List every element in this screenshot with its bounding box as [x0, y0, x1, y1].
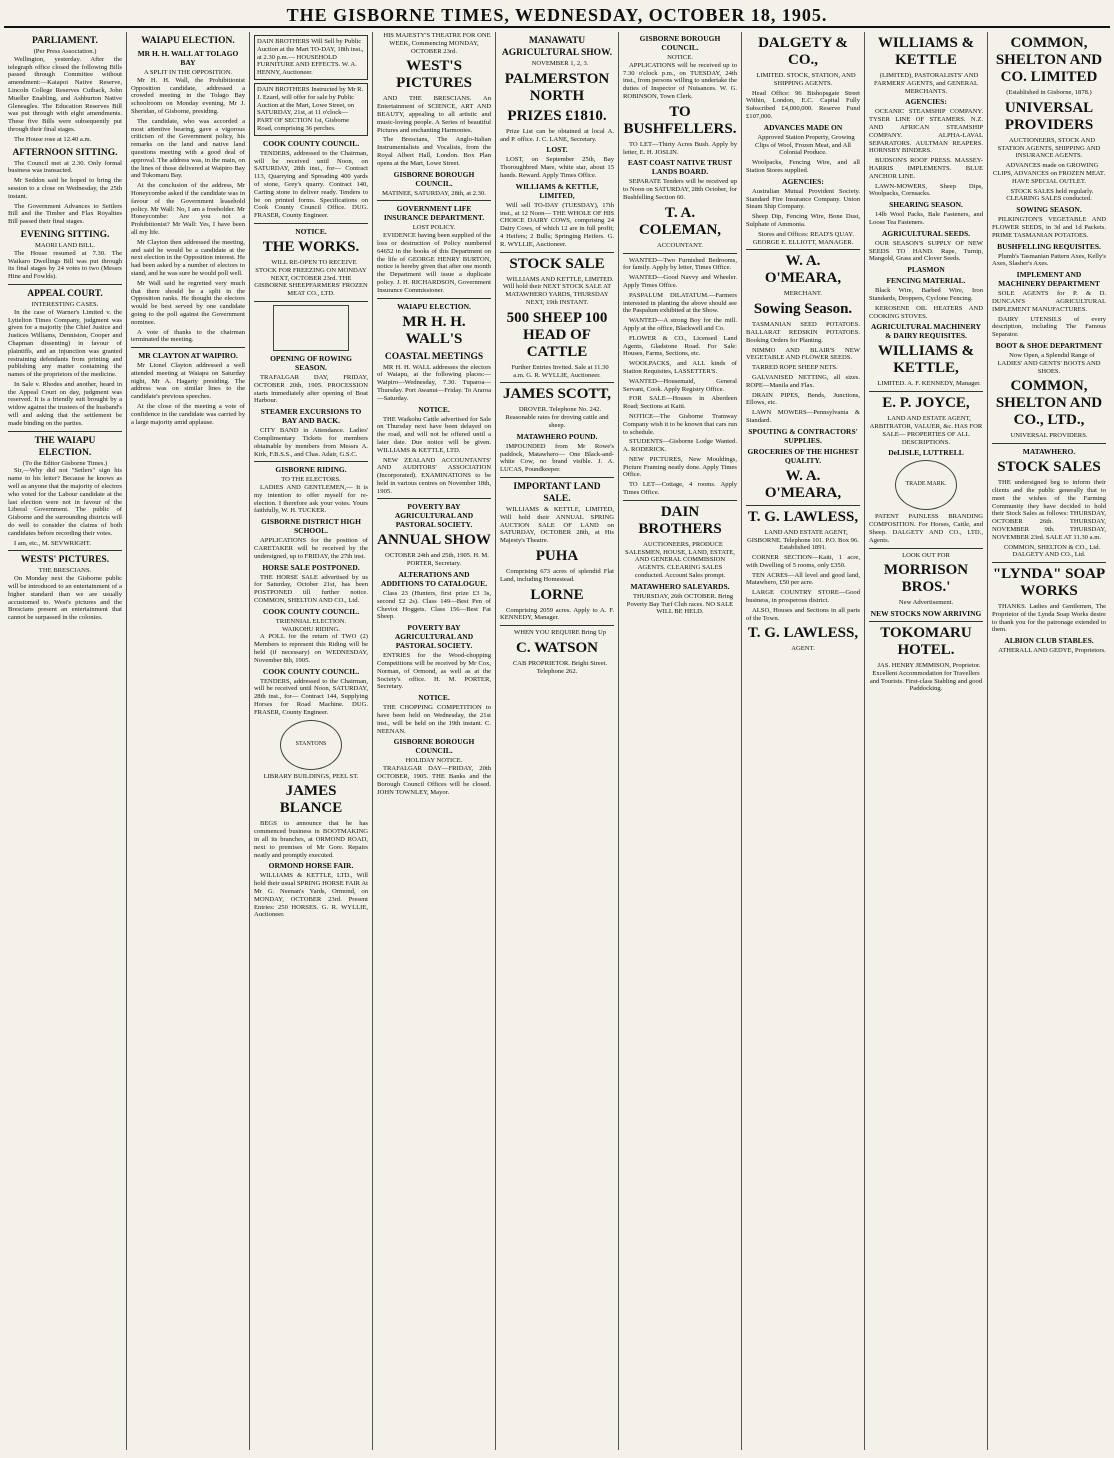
paragraph: AND THE BRESCIANS. An Entertainment of SCIENCE, ART AND BEAUTY, appealing to all artistic and music-loving people. A Series of beautiful Pictures and enchanting Harmonies. — [377, 95, 491, 134]
heading: ADVANCES MADE ON — [763, 122, 843, 132]
column-6 — [619, 32, 742, 1450]
subheading: (Per Press Association.) — [33, 48, 97, 55]
paragraph: WANTED—A strong Boy for the mill. Apply at the office, Blackwell and Co. — [623, 317, 737, 332]
paragraph: JAS. HENRY JEMMISON, Proprietor. Excellent Accommodation for Travellers and Tourists. First-class Stabling and good Paddocking. — [869, 662, 983, 693]
divider — [500, 382, 614, 383]
heading: GOVERNMENT LIFE INSURANCE DEPARTMENT. — [383, 204, 485, 223]
display-heading: W. A. O'MEARA, — [764, 467, 842, 501]
paragraph: Comprising 2059 acres. Apply to A. F. KENNEDY, Manager. — [500, 606, 614, 622]
divider — [623, 253, 737, 254]
paragraph: CITY BAND in Attendance. Ladies' Complimentary Tickets for members obtainable by members from Messrs A. Kirk, F.B.S.S., and Chas. Adair, G.S.C. — [254, 427, 368, 458]
heading: ALTERATIONS AND ADDITIONS TO CATALOGUE. — [381, 570, 487, 589]
paragraph: THE CHOPPING COMPETITION to have been held on Wednesday, the 21st inst., will be held on the 19th instant. C. NEENAN. — [377, 704, 491, 735]
advertisement: DAIN BROTHERS Instructed by Mr R. J. Ezard, will offer for sale by Public Auction at the Mart, Lowe Street, on SATURDAY, 21st, at 11 o'clock— PART OF SECTION 1st, Gisborne Road, comprising 36 perches. — [254, 83, 368, 136]
subheading: AGENT. — [791, 645, 815, 653]
paragraph: I am, etc., M. SEVWRIGHT. — [14, 539, 91, 547]
divider — [746, 505, 860, 506]
paragraph: PILKINGTON'S VEGETABLE AND FLOWER SEEDS, in 3d and 1d Packets. PRIME TASMANIAN POTATOES. — [992, 216, 1106, 239]
heading: NOTICE. — [418, 693, 450, 703]
paragraph: DRAIN PIPES, Bends, Junctions, Ellows, etc. — [746, 391, 860, 407]
display-heading: LORNE — [530, 586, 584, 603]
heading: MANAWATU AGRICULTURAL SHOW. — [501, 36, 613, 58]
paragraph: LARGE COUNTRY STORE—Good business, in prosperous district. — [746, 589, 860, 605]
heading: GISBORNE BOROUGH COUNCIL. — [639, 34, 721, 52]
paragraph: STUDENTS—Gisborne Lodge Wanted. A. RODERICK. — [623, 438, 737, 454]
paragraph: Stores and Offices: READ'S QUAY. GEORGE E. ELLIOTT, MANAGER. — [752, 230, 854, 246]
paragraph: ADVANCES made on GROWING CLIPS, ADVANCES on FROZEN MEAT. HAVE SPECIAL OUTLET. — [992, 162, 1106, 185]
paragraph: Prize List can be obtained at local A. and P. office. J. C. LANE, Secretary. — [500, 127, 614, 143]
paragraph: GALVANISED NETTING, all sizes. ROPE—Manila and Flax. — [746, 373, 860, 389]
divider — [869, 391, 983, 392]
stantons-logo: STANTONS — [280, 720, 342, 770]
paragraph: COMMON, SHELTON & CO., Ltd. DALGETY AND CO., Ltd. — [1003, 543, 1101, 559]
heading: GISBORNE BOROUGH COUNCIL. — [393, 737, 475, 756]
paragraph: TENDERS, addressed to the Chairman, will be received until Noon, SATURDAY, 28th inst., for— Contract 144, Supplying Horses for Road Machine. DUG. FRASER, County Engineer. — [254, 677, 368, 716]
paragraph: The House rose at 12.40 a.m. — [14, 135, 92, 143]
heading: AFTERNOON SITTING. — [12, 147, 118, 158]
paragraph: SEPARATE Tenders will be received up to Noon on SATURDAY, 28th October, for Bushfelling Section 60. — [623, 178, 737, 201]
divider — [377, 200, 491, 201]
column-5 — [496, 32, 619, 1450]
display-heading: JAMES SCOTT, — [502, 386, 612, 403]
heading: BUSHFELLING REQUISITES. — [997, 241, 1101, 251]
paragraph: LAND AND ESTATE AGENT, ARBITRATOR, VALUER, &c. HAS FOR SALE— PROPERTIES OF ALL DESCRIPTIONS. — [869, 415, 983, 446]
paragraph: MR H. H. WALL addresses the electors of Waiapu, at the following places:— Waipiro—Wednesday, 7.30. Tuparoa—Thursday. Port Awanui—Friday. To Araroa—Saturday. — [377, 363, 491, 402]
display-heading: COMMON, SHELTON AND CO. LIMITED — [995, 35, 1103, 85]
heading: WILLIAMS & KETTLE, LIMITED, — [515, 181, 599, 200]
subheading: TRIENNIAL ELECTION. — [275, 617, 347, 625]
paragraph: ALSO, Houses and Sections in all parts of the Town. — [746, 606, 860, 622]
display-heading: C. WATSON — [516, 639, 598, 656]
paragraph: APPLICATIONS for the position of CARETAKER will be received by the undersigned, up to FRIDAY, the 27th inst. — [254, 537, 368, 560]
divider — [869, 548, 983, 549]
subheading: LOST POLICY. — [412, 224, 456, 232]
display-heading: "LYNDA" SOAP WORKS — [992, 566, 1106, 600]
heading: ALBION CLUB STABLES. — [1004, 636, 1094, 646]
heading: IMPORTANT LAND SALE. — [513, 481, 601, 504]
subheading: MR H. H. WALL AT TOLAGO BAY — [137, 49, 239, 67]
display-heading: TO BUSHFELLERS. — [623, 103, 737, 137]
subheading: (To the Editor Gisborne Times.) — [22, 459, 108, 467]
divider — [500, 252, 614, 253]
heading: SPOUTING & CONTRACTORS' SUPPLIES. — [748, 426, 858, 445]
paragraph: NEW ZEALAND ACCOUNTANTS' AND AUDITORS' ASSOCIATION (Incorporated). EXAMINATIONS to be held in various centres on November 18th, 1905. — [377, 456, 491, 495]
divider — [131, 347, 245, 348]
subheading: UNIVERSAL PROVIDERS. — [1010, 432, 1088, 440]
paragraph: IMPOUNDED from Mr Rowe's paddock, Matawhero— One Black-and-white Cow, no brand visible. J. A. LUCAS, Poundkeeper. — [500, 442, 614, 474]
paragraph: A vote of thanks to the chairman terminated the meeting. — [131, 328, 245, 344]
heading: COOK COUNTY COUNCIL. — [262, 606, 360, 616]
heading — [869, 448, 983, 457]
heading: MATAWHERO POUND. — [516, 431, 598, 441]
paragraph: WILLIAMS & KETTLE, LTD., Will hold their usual SPRING HORSE FAIR At Mr G. Neenan's Yards, Ormond, on MONDAY, OCTOBER 23rd. Present Entries: 250 HORSES. G. R. WYLLIE, Auctioneer. — [254, 872, 368, 919]
divider — [377, 298, 491, 299]
heading: LOST. — [546, 145, 568, 155]
paragraph: DROVER. Telephone No. 242. Reasonable rates for droving cattle and sheep. — [505, 406, 609, 429]
subheading: NOTICE. — [667, 54, 693, 61]
paragraph: TRAFALGAR DAY, FRIDAY, OCTOBER 20th, 1905. PROCESSION starts immediately after opening of Boat Harbour. — [254, 373, 368, 405]
paragraph: WANTED—Housemaid, General Servant, Cook. Apply Registry Office. — [623, 377, 737, 393]
heading: POVERTY BAY AGRICULTURAL AND PASTORAL SOCIETY. — [394, 502, 474, 530]
paragraph: At the close of the meeting a vote of confidence in the candidate was carried by a large majority amid applause. — [131, 403, 245, 426]
paragraph: The candidate, who was accorded a most attentive hearing, gave a vigorous criticism of the Government policy, his remarks on the land and native land questions meeting with a good deal of approval. The address was, in the main, on the lines of those delivered at Waipiro Bay and Tokomaru Bay. — [131, 117, 245, 180]
heading: GROCERIES OF THE HIGHEST QUALITY. — [747, 446, 859, 465]
column-7 — [742, 32, 865, 1450]
heading: IMPLEMENT AND MACHINERY DEPARTMENT — [998, 270, 1100, 289]
trade-mark-logo: TRADE MARK. — [895, 460, 957, 510]
heading: EAST COAST NATIVE TRUST LANDS BOARD. — [627, 158, 733, 177]
heading: PARLIAMENT. — [32, 36, 98, 46]
display-heading: W. A. O'MEARA, — [764, 253, 842, 287]
paragraph: TASMANIAN SEED POTATOES. BALLARAT REDSKIN POTATOES. Booking Orders for Planting. — [746, 321, 860, 344]
paragraph: Class 23 (Hunters, first prize £3 3s, second £2 2s). Class 149—Best Pen of Cheviot Hoggets. Class 156—Best Fat Sheep. — [377, 590, 491, 621]
paragraph: On Monday next the Gisborne public will be introduced to an entertainment of a higher standard than we are usually accustomed to. West's pictures and the Brescians present an entertainment that cannot be surpassed in the colonies. — [8, 575, 122, 622]
divider — [8, 284, 122, 285]
paragraph: THURSDAY, 26th OCTOBER. Bring Poverty Bay Turf Club races. NO SALE WILL BE HELD. — [626, 592, 734, 616]
divider — [500, 625, 614, 626]
heading: MATAWHERO SALEYARDS. — [630, 581, 730, 591]
paragraph: BUDSON'S ROOF PRESS. MASSEY-HARRIS IMPLEMENTS. BLUE ANCHOR LINE. — [869, 157, 983, 180]
heading: STEAMER EXCURSIONS TO BAY AND BACK. — [260, 407, 362, 426]
paragraph: WILLIAMS AND KETTLE, LIMITED. Will hold their NEXT STOCK SALE AT MATAWHERO YARDS, THURSDAY NEXT, 19th INSTANT. — [502, 275, 614, 306]
heading: HORSE SALE POSTPONED. — [262, 562, 360, 572]
paragraph: FLOWER & CO., Licensed Land Agents, Gladstone Road. For Sale: Houses, Farms, Sections, etc. — [623, 334, 737, 358]
display-heading: PRIZES £1810. — [507, 107, 607, 124]
display-heading: UNIVERSAL PROVIDERS — [1004, 99, 1094, 133]
heading: FENCING MATERIAL. — [886, 276, 966, 286]
heading: AGRICULTURAL MACHINERY & DAIRY REQUISITES. — [870, 322, 982, 341]
display-heading: PUHA — [535, 547, 579, 564]
paragraph: WOOLPACKS, and ALL kinds of Station Requisites, LASSETTER'S. — [623, 360, 737, 375]
paragraph: NOVEMBER 1, 2, 3. — [531, 60, 589, 67]
paragraph: Black Wire, Barbed Wire, Iron Standards, Droppers, Cyclone Fencing. — [869, 287, 983, 302]
heading: GISBORNE BOROUGH COUNCIL. — [393, 169, 475, 188]
display-heading: THE WORKS. — [262, 238, 360, 255]
paragraph: TARRED ROPE SHEEP NETS. — [752, 364, 838, 372]
paragraph: SOLE AGENTS for P. & D. DUNCAN'S AGRICULTURAL IMPLEMENT MANUFACTURES. — [992, 290, 1106, 313]
paragraph: The Government Advances to Settlers Bill and the Timber and Flax Royalties Bill passed their final stages. — [8, 202, 122, 226]
display-heading: DALGETY & CO., — [758, 35, 848, 68]
display-heading: TOKOMARU HOTEL. — [880, 625, 972, 659]
paragraph: TEN ACRES—All level and good land, Matawhero, £50 per acre. — [746, 571, 860, 587]
subheading: THE BRESCIANS. — [38, 567, 92, 575]
paragraph: Now Open, a Splendid Range of LADIES' AND GENTS' BOOTS AND SHOES. — [997, 351, 1101, 375]
paragraph: APPLICATIONS will be received up to 7.30 o'clock p.m., on TUESDAY, 24th inst., from persons willing to undertake the duties of Inspector of Nuisances. W. G. ROBINSON, Town Clerk. — [623, 61, 737, 100]
brand-name: DeLISLE, — [888, 448, 921, 458]
paragraph: THE undersigned beg to inform their clients and the public generally that to meet the wishes of the Farming Community they have decided to hold their Stock Sales as follows: THURSDAY, OCTOBER 26th. THURSDAY, NOVEMBER 9th. THURSDAY, NOVEMBER 23rd. SALE AT 11.30 a.m. — [992, 479, 1106, 541]
divider — [254, 301, 368, 302]
paragraph: LAND AND ESTATE AGENT, GISBORNE. Telephone 101. P.O. Box 96. Established 1891. — [747, 528, 859, 552]
paragraph: EVIDENCE having been supplied of the loss or destruction of Policy numbered 64652 in the books of this Department on the life of GEORGE HENRY BURTON, notice is hereby given that after one month the Department will issue a duplicate policy. J. H. RICHARDSON, Government Insurance Commissioner. — [377, 232, 491, 294]
heading: NOTICE. — [295, 226, 327, 236]
paragraph: CORNER SECTION—Kaiti, 1 acre, with Dwelling of 5 rooms, only £350. — [746, 554, 860, 569]
display-heading: STOCK SALES — [997, 459, 1101, 476]
paragraph: NIMMO AND BLAIR'S NEW VEGETABLE AND FLOWER SEEDS. — [746, 346, 860, 362]
advertisement: DAIN BROTHERS Will Sell by Public Auction at the Mart TO-DAY, 18th inst., at 2.30 p.m.— HOUSEHOLD FURNITURE AND EFFECTS. W. A. HENNY, Auctioneer. — [254, 35, 368, 80]
display-heading: ANNUAL SHOW — [377, 532, 491, 549]
display-heading: MORRISON BROS.' — [883, 562, 969, 596]
columns — [4, 32, 1110, 1450]
paragraph: The Council met at 2.30. Only formal business was transacted. — [8, 159, 122, 175]
paragraph: Mr Wall said he regretted very much that there should be a split in the Opposition ranks. He thought the electors would be best served by one candidate going to the poll against the Government nominee. — [131, 279, 245, 326]
rowing-illustration — [273, 305, 349, 351]
paragraph: The Brescians, The Anglo-Italian Instrumentalists and Vocalists, from the Royal Albert Hall, London. Box Plan opens at the Mart, Lowe Street. — [377, 136, 491, 167]
subheading: LIBRARY BUILDINGS, PEEL ST. — [263, 772, 359, 780]
heading: NEW STOCKS NOW ARRIVING — [870, 609, 982, 619]
paragraph: 14lb Wool Packs, Bale Fasteners, and Loose Tea Fasteners. — [869, 211, 983, 226]
paragraph: Approved Station Property, Growing Clips of Wool, Frozen Meat, and All Colonial Produce. — [754, 133, 855, 157]
paragraph: LIMITED. A. F. KENNEDY, Manager. — [877, 380, 981, 388]
paragraph: AUCTIONEERS, PRODUCE SALESMEN, HOUSE, LAND, ESTATE, AND GENERAL COMMISSION AGENTS. CLEARING SALES conducted. Account Sales prompt. — [625, 540, 735, 580]
heading: EVENING SITTING. — [20, 229, 110, 240]
divider — [623, 500, 737, 501]
subheading: (Established in Gisborne, 1878.) — [1006, 89, 1092, 96]
column-3 — [250, 32, 373, 1450]
heading: GISBORNE RIDING. — [275, 465, 347, 475]
heading: NOTICE. — [418, 404, 450, 414]
paragraph: Australian Mutual Provident Society. Standard Fire Insurance Company. Union Steam Ship Company. — [746, 187, 860, 211]
heading: BOOT & SHOE DEPARTMENT — [995, 340, 1103, 350]
paragraph: TENDERS, addressed to the Chairman, will be received until Noon, on SATURDAY, 28th inst., for— Contract 113, Quarrying and Spreading 400 yards of stone, Grey's quarry. Contract 140, Carting stone to deliver ready. Tenders to be on printed forms. Specifications on Cook County Council Office. DUG. FRASER, County Engineer. — [254, 149, 368, 220]
paragraph: FOR SALE—Houses in Aberdeen Road; Sections at Kaiti. — [623, 395, 737, 411]
paragraph: KEROSENE OIL HEATERS AND COOKING STOVES. — [869, 304, 983, 320]
heading: WAIAPU ELECTION. — [397, 301, 471, 311]
display-heading: JAMES BLANCE — [279, 783, 343, 817]
paragraph: WILLIAMS & KETTLE, LIMITED, Will hold their ANNUAL SPRING AUCTION SALE OF LAND on SATURDAY, OCTOBER 28th, at His Majesty's Theatre. — [500, 505, 614, 545]
subheading: MAORI LAND BILL. — [35, 241, 95, 249]
display-heading: E. P. JOYCE, — [882, 395, 970, 412]
paragraph: ENTRIES for the Wood-chopping Competitions will be received by Mr Cox, Norman, of Ormond, as well as at the Society's office. H. M. PORTER, Secretary. — [377, 652, 491, 691]
heading: WESTS' PICTURES. — [20, 555, 110, 566]
heading: COOK COUNTY COUNCIL. — [262, 138, 360, 148]
paragraph: LAWN MOWERS—Pennsylvania & Standard. — [746, 409, 860, 424]
paragraph: HIS MAJESTY'S THEATRE FOR ONE WEEK, Commencing MONDAY, OCTOBER 23rd. — [383, 32, 491, 55]
subheading: MR CLAYTON AT WAIPIRO. — [138, 351, 238, 361]
paragraph: DAIRY UTENSILS of every description, including The Famous Separator. — [992, 315, 1106, 339]
paragraph: LADIES AND GENTLEMEN,— It is my intention to offer myself for re-election. I therefore ask your votes. Yours faithfully, W. H. TUCKER. — [254, 484, 368, 515]
heading: AGRICULTURAL SEEDS. — [881, 228, 971, 238]
paragraph: In the case of Warner's Limited v. the Lyttelton Times Company, judgment was given for a majority (the Chief Justice and Justices Williams, Denniston, Cooper and Chapman dissenting) in favour of plaintiffs, and an injunction was granted restraining defendants from printing and publishing any matter containing the names of the proprietors of the medicine. — [8, 308, 122, 379]
divider — [992, 562, 1106, 563]
display-heading: T. G. LAWLESS, — [747, 508, 859, 525]
paragraph: WHEN YOU REQUIRE Bring Up — [513, 629, 607, 637]
paragraph: Mr Lionel Clayton addressed a well attended meeting at Waiapu on Saturday night, Mr A. Hagarty presiding. The address was on similar lines to the candidate's previous speeches. — [131, 362, 245, 401]
display-heading: COMMON, SHELTON AND CO., LTD., — [995, 378, 1103, 429]
paragraph: (LIMITED), PASTORALISTS' AND FARMERS' AGENTS, and GENERAL MERCHANTS. — [873, 72, 979, 95]
paragraph: Comprising 673 acres of splendid Flat Land, including Homestead. — [500, 567, 614, 583]
paragraph: A POLL for the return of TWO (2) Members to represent this Riding will be held (if necessary) on WEDNESDAY, November 8th, 1905. — [254, 633, 368, 664]
subheading: WAIKOHU RIDING. — [282, 625, 340, 633]
column-9 — [988, 32, 1110, 1450]
display-heading: WEST'S PICTURES — [396, 58, 472, 92]
subheading: MERCHANT. — [783, 290, 823, 298]
paragraph: PATENT PAINLESS BRANDING COMPOSITION. For Horses, Cattle, and Sheep. DALGETY AND CO., LTD., Agents. — [869, 513, 983, 544]
subheading: HOLIDAY NOTICE. — [405, 757, 463, 765]
paragraph: Sir,—Why did not "Setlers" sign his name to his letter? Because he knows as well as anyone that the majority of electors who voted for the Labour candidate at the last election were not in favour of the Liberal Government. The public of Gisborne and the surrounding districts will do well to consider the claims of both candidates before recording their votes. — [8, 467, 122, 537]
column-8 — [865, 32, 988, 1450]
divider — [746, 249, 860, 250]
heading: WAIAPU ELECTION. — [141, 36, 235, 46]
paragraph: THE HORSE SALE advertised by us for Saturday, October 21st, has been POSTPONED till further notice. COMMON, SHELTON AND CO., Ltd. — [254, 573, 368, 605]
paragraph: OUR SEASON'S SUPPLY OF NEW SEEDS TO HAND. Rape, Turnip, Mangold, Grass and Clover Seeds. — [869, 239, 983, 263]
heading: MATAWHERO. — [1022, 447, 1076, 457]
paragraph: PASPALUM DILATATUM.—Farmers interested in planting the above should see the Paspalum exhibited at the Show. — [623, 291, 737, 315]
divider — [8, 431, 122, 432]
paragraph: In Sale v. Rhodes and another, heard in the Appeal Court on day, judgment was reserved. It is a friendly suit brought by a widow against the trustees of the husband's will and asking that the settlement be made binding on the parties. — [8, 380, 122, 427]
paragraph: WILL RE-OPEN TO RECEIVE STOCK FOR FREEZING ON MONDAY NEXT, OCTOBER 23rd. THE GISBORNE SHEEPFARMERS' FROZEN MEAT CO., LTD. — [254, 258, 368, 298]
display-heading: T. A. COLEMAN, — [638, 204, 722, 238]
heading: SOWING SEASON. — [1016, 205, 1082, 215]
display-heading: WILLIAMS & KETTLE, — [877, 343, 975, 377]
subheading: LOOK OUT FOR — [902, 551, 950, 559]
heading: THE WAIAPU ELECTION. — [34, 435, 96, 458]
subheading: MATINEE, SATURDAY, 28th, at 2.30. — [382, 189, 486, 197]
brand-name: LUTTRELL — [922, 448, 964, 458]
subheading: ACCOUNTANT. — [656, 241, 704, 249]
heading: PLASMON — [907, 265, 945, 275]
paragraph: The House resumed at 7.30. The Waikaro Dwellings Bill was put through its final stages by 24 votes to two (Messrs Hine and Fowlds). — [8, 249, 122, 281]
heading: GISBORNE DISTRICT HIGH SCHOOL. — [261, 517, 361, 536]
paragraph: Mr H. H. Wall, the Prohibitionist Opposition candidate, addressed a crowded meeting in the Tolago Bay schoolroom on Monday evening, Mr J. Sheridan, of Gisborne, presiding. — [131, 76, 245, 115]
paragraph: Mr Seddon said he hoped to bring the session to a close on Wednesday, the 25th instant. — [8, 177, 122, 200]
subheading: INTERESTING CASES. — [31, 300, 99, 308]
paragraph: Head Office: 96 Bishopsgate Street Within, London, E.C. Capital Fully Subscribed £4,000,000. Reserve Fund £107,000. — [746, 89, 860, 120]
paragraph: LOST, on September 25th, Bay Thoroughbred Mare, white star, about 15 hands. Reward. Apply Times Office. — [500, 156, 614, 179]
display-heading: WILLIAMS & KETTLE — [877, 35, 975, 68]
heading: COASTAL MEETINGS — [384, 351, 484, 362]
divider — [254, 223, 368, 224]
display-heading: MR H. H. WALL'S — [402, 313, 466, 347]
paragraph: NOTICE—The Gisborne Tramway Company wish it to be known that cars run to schedule. — [623, 412, 737, 436]
paragraph: Woolpacks, Fencing Wire, and all Station Stores supplied. — [746, 159, 860, 174]
heading: OPENING OF ROWING SEASON. — [270, 353, 352, 372]
paragraph: Wellington, yesterday. After the telegraph office closed the following Bills passed through Committee without amendment:—Kaiapoi Native Reserve, Lincoln College Reserves Cutback, John Mueller Enabling, and Ashburton Native Gleneagles. The Education Reserves Bill was put through with eight amendments. These five Bills were subsequently put through their final stages. — [8, 55, 122, 133]
display-heading: STOCK SALE — [509, 255, 605, 272]
subheading: New Advertisement. — [898, 599, 954, 607]
paragraph: CAB PROPRIETOR. Bright Street. Telephone 262. — [512, 659, 608, 675]
paragraph: Further Entries Invited. Sale at 11.30 a.m. G. R. WYLLIE, Auctioneer. — [511, 363, 609, 379]
divider — [869, 621, 983, 622]
divider — [254, 461, 368, 462]
paragraph: AUCTIONEERS, STOCK AND STATION AGENTS, SHIPPING AND INSURANCE AGENTS. — [997, 136, 1101, 160]
display-heading: 500 SHEEP 100 HEAD OF CATTLE — [506, 309, 608, 360]
heading: AGENCIES: — [782, 176, 824, 186]
display-heading: DAIN BROTHERS — [638, 503, 722, 537]
paragraph: TRAFALGAR DAY—FRIDAY, 20th OCTOBER, 1905. THE Banks and the Borough Council Offices will be closed. JOHN TOWNLEY, Mayor. — [377, 765, 491, 796]
divider — [992, 443, 1106, 444]
paragraph: TO LET—Thirty Acres Bush. Apply by letter, E. H. JOSLIN. — [623, 140, 737, 156]
newspaper-page — [4, 4, 1110, 1450]
paragraph: STOCK SALES held regularly. CLEARING SALES conducted. — [1006, 187, 1094, 203]
divider — [377, 498, 491, 499]
column-1 — [4, 32, 127, 1450]
paragraph: NEW PICTURES, New Mouldings, Picture Framing neatly done. Apply Times Office. — [623, 455, 737, 479]
paragraph: TO LET—Cottage, 4 rooms. Apply Times Office. — [623, 481, 737, 497]
paragraph: LAWN-MOWERS, Sheep Dips, Woolpacks, Cornsacks. — [869, 182, 983, 198]
subheading: A SPLIT IN THE OPPOSITION. — [143, 69, 233, 76]
heading: AGENCIES: — [905, 97, 947, 107]
heading: COOK COUNTY COUNCIL. — [262, 666, 360, 676]
divider — [500, 477, 614, 478]
paragraph: WANTED—Two Furnished Bedrooms, for family. Apply by letter, Times Office. — [623, 256, 737, 272]
paragraph: Sheep Dip, Fencing Wire, Bone Dust, Sulphate of Ammonia. — [746, 213, 860, 228]
paragraph: Will sell TO-DAY (TUESDAY), 17th inst., at 12 Noon— THE WHOLE OF HIS CHOICE DAIRY COWS, comprising 24 Dairy Cows, of which 12 are in full profit; 4 Heifers; 2 Bulls; Springing Heifers. G. R. WYLLIE, Auctioneer. — [500, 201, 614, 248]
paragraph: LIMITED. STOCK, STATION, AND SHIPPING AGENTS. — [756, 72, 856, 87]
display-heading: T. G. LAWLESS, — [747, 625, 859, 642]
paragraph: BEGS to announce that he has commenced business in BOOTMAKING in all its branches, at ORMOND ROAD, next to premises of Mr Gore. Repairs neatly and promptly executed. — [254, 820, 368, 859]
paragraph: WANTED—Good Navvy and Wheeler. Apply Times Office. — [623, 274, 737, 289]
heading: POVERTY BAY AGRICULTURAL AND PASTORAL SOCIETY. — [394, 623, 474, 651]
masthead: THE GISBORNE TIMES, WEDNESDAY, OCTOBER 18, 1905. — [4, 4, 1110, 28]
column-2 — [127, 32, 250, 1450]
paragraph: Mr Clayton then addressed the meeting, and said he would be a candidate at the next election in the Opposition interest. He had been asked by a number of electors to stand, and he was sure he would poll well. — [131, 238, 245, 277]
paragraph: At the conclusion of the address, Mr Honeycombe asked if the candidate was in favour of the Government leasehold policy. Mr Wall: No, I am a freeholder. Mr Honeycombe: Are you not a Prohibitionist? Mr Wall: Yes, I have been all my life. — [131, 182, 245, 236]
paragraph: THANKS. Ladies and Gentlemen, The Proprietor of the Lynda Soap Works desire to thank you for the patronage extended to them. — [992, 603, 1106, 634]
paragraph: THE Waikohu Cattle advertised for Sale on Thursday next have been delayed on the road, and will not be offered until a later date. Due notice will be given. WILLIAMS & KETTLE, LTD. — [377, 415, 491, 454]
paragraph: OCTOBER 24th and 25th, 1905. H. M. PORTER, Secretary. — [385, 552, 489, 568]
subheading: TO THE ELECTORS. — [281, 476, 341, 484]
heading: SHEARING SEASON. — [889, 200, 963, 210]
heading: APPEAL COURT. — [27, 288, 103, 299]
display-heading: PALMERSTON NORTH — [504, 70, 610, 104]
display-heading: Sowing Season. — [753, 301, 853, 318]
column-4 — [373, 32, 496, 1450]
paragraph: ATHERALL AND GEDYE, Proprietors. — [998, 647, 1106, 655]
paragraph: OCEANIC STEAMSHIP COMPANY. TYSER LINE OF STEAMERS. N.Z. AND AFRICAN STEAMSHIP COMPANY. ALPHA-LAVAL SEPARATORS. AULTMAN REAPERS. HORNSBY BINDERS. — [869, 108, 983, 155]
heading: ORMOND HORSE FAIR. — [268, 861, 354, 871]
divider — [8, 550, 122, 551]
paragraph: Plumb's Tasmanian Pattern Axes, Kelly's Axes, Slasher's Axes. — [992, 252, 1106, 268]
